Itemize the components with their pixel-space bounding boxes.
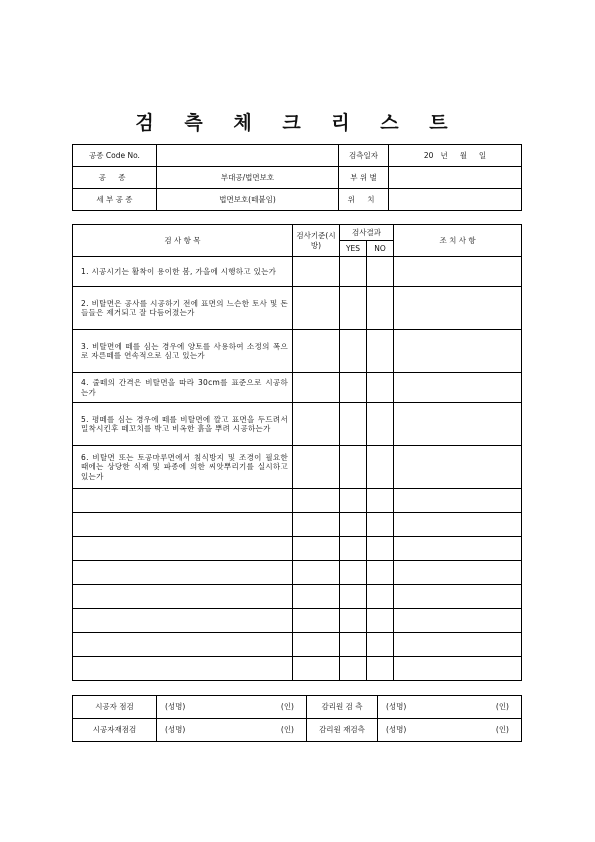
supervisor-re-seal-placeholder: (인): [495, 725, 509, 735]
empty-cell[interactable]: [340, 633, 367, 657]
action-cell[interactable]: [394, 373, 522, 403]
location-value-field[interactable]: [389, 189, 522, 211]
action-cell[interactable]: [394, 330, 522, 373]
empty-cell[interactable]: [394, 633, 522, 657]
empty-cell[interactable]: [340, 657, 367, 681]
action-cell[interactable]: [394, 287, 522, 330]
no-cell[interactable]: [367, 287, 394, 330]
empty-cell[interactable]: [73, 609, 293, 633]
empty-cell[interactable]: [73, 585, 293, 609]
table-row: [73, 287, 522, 330]
action-cell[interactable]: [394, 257, 522, 287]
checklist-item: 4. 줄떼의 간격은 비탈면을 따라 30cm를 표준으로 시공하는가: [73, 373, 293, 403]
checklist-table: [72, 224, 522, 681]
standard-cell[interactable]: [293, 257, 340, 287]
empty-cell[interactable]: [394, 657, 522, 681]
contractor-name-placeholder: (성명): [165, 702, 186, 712]
table-row: [73, 609, 522, 633]
empty-cell[interactable]: [73, 537, 293, 561]
standard-cell[interactable]: [293, 373, 340, 403]
table-row: [73, 330, 522, 373]
yes-cell[interactable]: [340, 287, 367, 330]
supervisor-recheck-label: 감리원 재검측: [307, 719, 378, 742]
code-label: 공종 Code No.: [73, 145, 157, 167]
part-label: 부 위 별: [339, 167, 389, 189]
contractor-re-seal-placeholder: (인): [280, 725, 294, 735]
table-row: [73, 537, 522, 561]
contractor-seal-placeholder: (인): [280, 702, 294, 712]
empty-cell[interactable]: [394, 561, 522, 585]
yes-cell[interactable]: [340, 257, 367, 287]
empty-cell[interactable]: [293, 657, 340, 681]
col-no-header: NO: [367, 241, 394, 257]
yes-cell[interactable]: [340, 446, 367, 489]
standard-cell[interactable]: [293, 287, 340, 330]
col-item-header: 검 사 항 목: [73, 225, 293, 257]
empty-cell[interactable]: [340, 609, 367, 633]
date-label: 검측일자: [339, 145, 389, 167]
code-value-field[interactable]: [157, 145, 339, 167]
part-value-field[interactable]: [389, 167, 522, 189]
location-label: 위 치: [339, 189, 389, 211]
empty-cell[interactable]: [394, 513, 522, 537]
no-cell[interactable]: [367, 330, 394, 373]
detail-label: 세 부 공 종: [73, 189, 157, 211]
empty-cell[interactable]: [394, 585, 522, 609]
table-row: [73, 657, 522, 681]
empty-cell[interactable]: [394, 609, 522, 633]
no-cell[interactable]: [367, 373, 394, 403]
supervisor-re-name-placeholder: (성명): [386, 725, 407, 735]
empty-cell[interactable]: [340, 537, 367, 561]
empty-cell[interactable]: [394, 489, 522, 513]
contractor-recheck-sign-field[interactable]: [157, 719, 307, 742]
supervisor-seal-placeholder: (인): [495, 702, 509, 712]
empty-cell[interactable]: [293, 609, 340, 633]
empty-cell[interactable]: [367, 585, 394, 609]
standard-cell[interactable]: [293, 446, 340, 489]
checklist-item: 5. 평떼를 심는 경우에 떼를 비탈면에 깔고 표면을 두드려서 밀착시킨후 떼꼬치를 박고 비옥한 흙을 뿌려 시공하는가: [73, 403, 293, 446]
col-action-header: 조 치 사 항: [394, 225, 522, 257]
empty-cell[interactable]: [340, 513, 367, 537]
empty-cell[interactable]: [293, 633, 340, 657]
work-label: 공 종: [73, 167, 157, 189]
table-row: [73, 633, 522, 657]
table-row: [73, 446, 522, 489]
contractor-sign-field[interactable]: [157, 696, 307, 719]
detail-value: 법면보호(떼붙임): [157, 189, 339, 211]
checklist-item: 2. 비탈면은 공사를 시공하기 전에 표면의 느슨한 토사 및 돈들들은 제거되고 잘 다듬어졌는가: [73, 287, 293, 330]
empty-cell[interactable]: [293, 537, 340, 561]
empty-cell[interactable]: [293, 585, 340, 609]
empty-cell[interactable]: [73, 513, 293, 537]
table-row: [73, 585, 522, 609]
checklist-item: 3. 비탈면에 떼를 심는 경우에 양토를 사용하여 소정의 폭으로 자른떼를 연속적으로 심고 있는가: [73, 330, 293, 373]
empty-cell[interactable]: [394, 537, 522, 561]
supervisor-name-placeholder: (성명): [386, 702, 407, 712]
empty-cell[interactable]: [367, 633, 394, 657]
supervisor-check-label: 감리원 검 측: [307, 696, 378, 719]
empty-cell[interactable]: [367, 609, 394, 633]
checklist-item: 6. 비탈면 또는 토공마루면에서 침식방지 및 조경이 필요한 때에는 상당한 식재 및 파종에 의한 씨앗뿌리기를 실시하고 있는가: [73, 446, 293, 489]
standard-cell[interactable]: [293, 403, 340, 446]
empty-cell[interactable]: [367, 657, 394, 681]
no-cell[interactable]: [367, 257, 394, 287]
page-title: 검 측 체 크 리 스 트: [135, 112, 460, 134]
yes-cell[interactable]: [340, 330, 367, 373]
checklist-item: 1. 시공시기는 활착이 용이한 봄, 가을에 시행하고 있는가: [73, 257, 293, 287]
table-row: [73, 257, 522, 287]
empty-cell[interactable]: [293, 561, 340, 585]
col-yes-header: YES: [340, 241, 367, 257]
empty-cell[interactable]: [367, 561, 394, 585]
empty-cell[interactable]: [73, 561, 293, 585]
contractor-re-name-placeholder: (성명): [165, 725, 186, 735]
table-row: [73, 489, 522, 513]
empty-cell[interactable]: [293, 489, 340, 513]
empty-cell[interactable]: [73, 489, 293, 513]
action-cell[interactable]: [394, 446, 522, 489]
supervisor-sign-field[interactable]: [378, 696, 522, 719]
no-cell[interactable]: [367, 446, 394, 489]
header-table: [72, 144, 522, 211]
action-cell[interactable]: [394, 403, 522, 446]
yes-cell[interactable]: [340, 373, 367, 403]
empty-cell[interactable]: [73, 633, 293, 657]
work-value: 부대공/법면보호: [157, 167, 339, 189]
yes-cell[interactable]: [340, 403, 367, 446]
no-cell[interactable]: [367, 403, 394, 446]
empty-cell[interactable]: [340, 489, 367, 513]
empty-cell[interactable]: [340, 585, 367, 609]
col-standard-header: 검사기준(시방): [293, 225, 340, 257]
empty-cell[interactable]: [367, 537, 394, 561]
standard-cell[interactable]: [293, 330, 340, 373]
table-row: [73, 513, 522, 537]
empty-cell[interactable]: [367, 489, 394, 513]
empty-cell[interactable]: [340, 561, 367, 585]
empty-cell[interactable]: [367, 513, 394, 537]
empty-cell[interactable]: [73, 657, 293, 681]
table-row: [73, 373, 522, 403]
contractor-recheck-label: 시공자재점검: [73, 719, 157, 742]
col-result-header: 검사결과: [340, 225, 394, 241]
table-row: [73, 403, 522, 446]
date-value-field[interactable]: 20 년 월 일: [389, 145, 522, 167]
table-row: [73, 561, 522, 585]
empty-cell[interactable]: [293, 513, 340, 537]
supervisor-recheck-sign-field[interactable]: [378, 719, 522, 742]
contractor-check-label: 시공자 점검: [73, 696, 157, 719]
signature-table: [72, 695, 522, 742]
